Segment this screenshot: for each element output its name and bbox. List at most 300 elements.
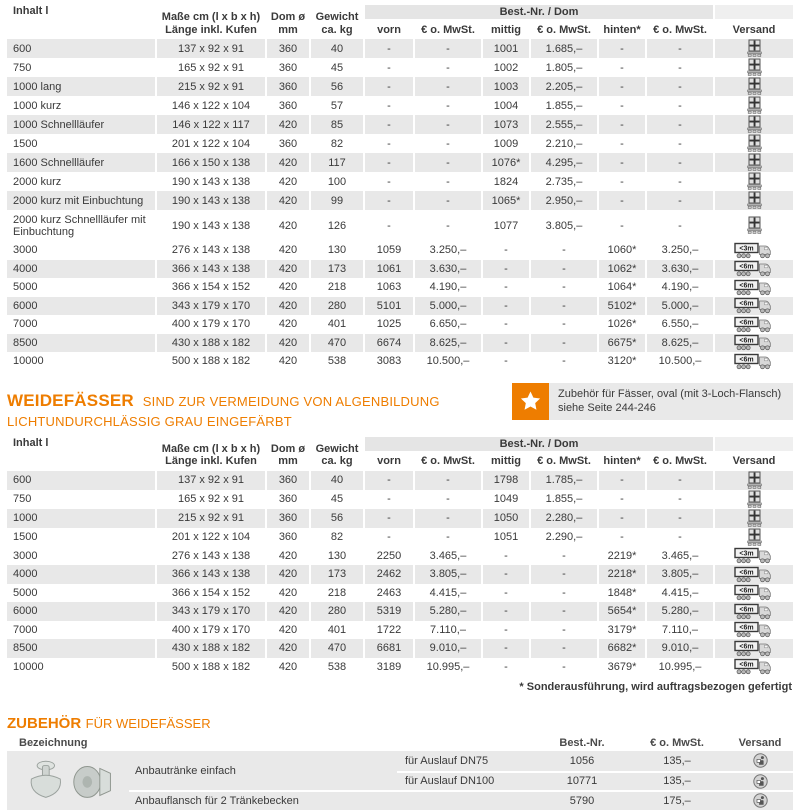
truck-under-6m-icon xyxy=(715,297,793,316)
cell-bestnr-vorn: - xyxy=(365,172,413,191)
cell-preis-hinten: - xyxy=(647,96,713,115)
cell-bestnr-vorn: 3083 xyxy=(365,352,413,371)
col-header-hinten-label: hinten* xyxy=(603,23,641,36)
cell-gewicht: 117 xyxy=(311,153,363,172)
table-row xyxy=(7,297,793,316)
cell-inhalt: 8500 xyxy=(7,639,155,658)
svg-text:<6m: <6m xyxy=(739,624,754,632)
pallet-package-icon xyxy=(715,172,793,191)
cell-preis-vorn: - xyxy=(415,210,481,241)
pallet-package-icon xyxy=(715,528,793,547)
cell-preis-vorn: 7.110,– xyxy=(415,621,481,640)
cell-preis-vorn: 4.415,– xyxy=(415,584,481,603)
cell-bestnr-vorn: 1063 xyxy=(365,278,413,297)
table-row xyxy=(7,471,793,490)
pallet-package-icon xyxy=(715,471,793,490)
cell-bestnr-vorn: - xyxy=(365,191,413,210)
cell-preis-hinten: - xyxy=(647,210,713,241)
cell-preis-vorn: 3.630,– xyxy=(415,260,481,279)
cell-dom: 360 xyxy=(267,471,309,490)
cell-bestnr-hinten: - xyxy=(599,96,645,115)
cell-bestnr-vorn: - xyxy=(365,77,413,96)
cell-preis-hinten: - xyxy=(647,490,713,509)
cell-masse: 146 x 122 x 104 xyxy=(157,96,265,115)
cell-bestnr-mittig: 1798 xyxy=(483,471,529,490)
cell-preis-mittig: - xyxy=(531,658,597,677)
cell-preis-hinten: - xyxy=(647,191,713,210)
cell-preis-mittig: - xyxy=(531,584,597,603)
table-row xyxy=(7,241,793,260)
cell-preis-hinten: - xyxy=(647,39,713,58)
table-row xyxy=(7,352,793,371)
cell-masse: 201 x 122 x 104 xyxy=(157,528,265,547)
truck-under-3m-icon xyxy=(715,241,793,260)
cell-bestnr-hinten: 2219* xyxy=(599,547,645,566)
weidefaesser-subtitle1: SIND ZUR VERMEIDUNG VON ALGENBILDUNG xyxy=(142,393,440,409)
cell-preis-vorn: 8.625,– xyxy=(415,334,481,353)
cell-bestnr-hinten: - xyxy=(599,134,645,153)
cell-inhalt: 1500 xyxy=(7,134,155,153)
cell-preis-mittig: - xyxy=(531,621,597,640)
cell-preis-mittig: 1.785,– xyxy=(531,471,597,490)
cell-preis-hinten: 7.110,– xyxy=(647,621,713,640)
table-row xyxy=(7,96,793,115)
cell-masse: 190 x 143 x 138 xyxy=(157,210,265,241)
cell-gewicht: 82 xyxy=(311,528,363,547)
variant-bestnr: 1056 xyxy=(569,754,595,767)
cell-bestnr-mittig: 1050 xyxy=(483,509,529,528)
table-row xyxy=(7,153,793,172)
cell-bestnr-vorn: - xyxy=(365,39,413,58)
cell-masse: 137 x 92 x 91 xyxy=(157,39,265,58)
cell-preis-hinten: - xyxy=(647,509,713,528)
cell-bestnr-hinten: 1060* xyxy=(599,241,645,260)
cell-preis-hinten: 5.000,– xyxy=(647,297,713,316)
col-header-gewicht-line1: Gewicht xyxy=(315,11,359,23)
cell-bestnr-mittig: 1065* xyxy=(483,191,529,210)
variant-preis: 135,– xyxy=(663,775,691,788)
truck-under-6m-icon xyxy=(715,658,793,677)
cell-masse: 400 x 179 x 170 xyxy=(157,621,265,640)
cell-bestnr-hinten: - xyxy=(599,490,645,509)
cell-bestnr-hinten: 5654* xyxy=(599,602,645,621)
cell-bestnr-vorn: - xyxy=(365,471,413,490)
cell-bestnr-hinten: 1026* xyxy=(599,315,645,334)
cell-gewicht: 280 xyxy=(311,297,363,316)
col-header-dom-line2: mm xyxy=(278,23,298,36)
cell-inhalt: 1000 Schnellläufer xyxy=(7,115,155,134)
cell-bestnr-vorn: 5319 xyxy=(365,602,413,621)
cell-gewicht: 57 xyxy=(311,96,363,115)
cell-preis-vorn: 3.805,– xyxy=(415,565,481,584)
col-header-masse-line2: Länge inkl. Kufen xyxy=(165,23,257,36)
cell-gewicht: 401 xyxy=(311,315,363,334)
svg-text:<6m: <6m xyxy=(739,319,754,327)
truck-under-6m-icon xyxy=(715,602,793,621)
cell-gewicht: 56 xyxy=(311,77,363,96)
variant-label: für Auslauf DN100 xyxy=(405,775,495,788)
cell-bestnr-mittig: 1051 xyxy=(483,528,529,547)
cell-masse: 215 x 92 x 91 xyxy=(157,509,265,528)
table-row xyxy=(7,658,793,677)
cell-preis-hinten: 3.465,– xyxy=(647,547,713,566)
cell-bestnr-hinten: 5102* xyxy=(599,297,645,316)
cell-preis-hinten: 4.190,– xyxy=(647,278,713,297)
col-header-versand-label: Versand xyxy=(732,455,776,467)
cell-masse: 276 x 143 x 138 xyxy=(157,241,265,260)
product-photo xyxy=(7,751,129,810)
cell-bestnr-mittig: 1824 xyxy=(483,172,529,191)
cell-preis-vorn: - xyxy=(415,77,481,96)
star-note-text xyxy=(549,383,793,420)
weidefaesser-heading-line1 xyxy=(7,391,440,411)
cell-preis-hinten: 3.630,– xyxy=(647,260,713,279)
cell-gewicht: 85 xyxy=(311,115,363,134)
cell-bestnr-mittig: 1076* xyxy=(483,153,529,172)
cell-preis-vorn: 9.010,– xyxy=(415,639,481,658)
col-header-dom-line1: Dom ø xyxy=(270,442,306,455)
cell-masse: 215 x 92 x 91 xyxy=(157,77,265,96)
col-header-mwst1-label: € o. MwSt. xyxy=(421,455,475,467)
cell-dom: 420 xyxy=(267,639,309,658)
cell-preis-hinten: 6.550,– xyxy=(647,315,713,334)
col-header-hinten-label: hinten* xyxy=(603,455,641,467)
svg-text:<6m: <6m xyxy=(739,569,754,577)
weidefaesser-heading xyxy=(7,383,440,429)
cell-masse: 500 x 188 x 182 xyxy=(157,352,265,371)
truck-under-6m-icon xyxy=(715,639,793,658)
cell-dom: 420 xyxy=(267,334,309,353)
cell-bestnr-hinten: 6675* xyxy=(599,334,645,353)
versand-band xyxy=(715,5,793,19)
cell-inhalt: 7000 xyxy=(7,315,155,334)
cell-dom: 420 xyxy=(267,352,309,371)
cell-gewicht: 56 xyxy=(311,509,363,528)
cell-preis-vorn: - xyxy=(415,471,481,490)
svg-text:<6m: <6m xyxy=(739,263,754,271)
cell-bestnr-mittig: 1003 xyxy=(483,77,529,96)
cell-gewicht: 173 xyxy=(311,565,363,584)
pallet-package-icon xyxy=(715,509,793,528)
cell-preis-mittig: 3.805,– xyxy=(531,210,597,241)
cell-dom: 360 xyxy=(267,96,309,115)
cell-preis-hinten: 10.500,– xyxy=(647,352,713,371)
cell-inhalt: 5000 xyxy=(7,584,155,603)
cell-preis-mittig: - xyxy=(531,315,597,334)
cell-preis-hinten: - xyxy=(647,172,713,191)
cell-preis-vorn: - xyxy=(415,509,481,528)
pallet-package-icon xyxy=(715,115,793,134)
cell-dom: 420 xyxy=(267,602,309,621)
table-row xyxy=(7,565,793,584)
table-row xyxy=(7,584,793,603)
table-row xyxy=(7,621,793,640)
col-header-inhalt-label: Inhalt l xyxy=(13,5,49,17)
cell-masse: 366 x 143 x 138 xyxy=(157,565,265,584)
cell-bestnr-hinten: - xyxy=(599,58,645,77)
cell-bestnr-mittig: - xyxy=(483,621,529,640)
cell-bestnr-hinten: - xyxy=(599,471,645,490)
cell-gewicht: 538 xyxy=(311,658,363,677)
cell-dom: 360 xyxy=(267,39,309,58)
cell-inhalt: 600 xyxy=(7,39,155,58)
table2-header xyxy=(7,437,793,470)
truck-under-6m-icon xyxy=(715,260,793,279)
table-row xyxy=(7,134,793,153)
col-header-mwst3-label: € o. MwSt. xyxy=(653,455,707,467)
truck-under-6m-icon xyxy=(715,621,793,640)
acc-col-mwst: € o. MwSt. xyxy=(650,737,704,749)
cell-inhalt: 8500 xyxy=(7,334,155,353)
cell-gewicht: 130 xyxy=(311,241,363,260)
pallet-package-icon xyxy=(715,134,793,153)
accessory-name: Anbauflansch für 2 Tränkebecken xyxy=(135,794,299,807)
cell-preis-vorn: - xyxy=(415,528,481,547)
cell-bestnr-vorn: - xyxy=(365,509,413,528)
cell-bestnr-vorn: - xyxy=(365,58,413,77)
cell-preis-mittig: 1.685,– xyxy=(531,39,597,58)
cell-masse: 190 x 143 x 138 xyxy=(157,191,265,210)
pallet-package-icon xyxy=(715,210,793,241)
cell-preis-mittig: - xyxy=(531,297,597,316)
cell-bestnr-hinten: 1062* xyxy=(599,260,645,279)
bestnr-dom-band: Best.-Nr. / Dom xyxy=(365,437,713,451)
accessory-preis: 175,– xyxy=(663,794,691,807)
cell-preis-mittig: - xyxy=(531,278,597,297)
cell-gewicht: 45 xyxy=(311,58,363,77)
table-row xyxy=(7,490,793,509)
cell-bestnr-hinten: - xyxy=(599,39,645,58)
cell-masse: 276 x 143 x 138 xyxy=(157,547,265,566)
cell-preis-hinten: - xyxy=(647,58,713,77)
cell-preis-mittig: - xyxy=(531,565,597,584)
cell-bestnr-hinten: - xyxy=(599,191,645,210)
cell-preis-mittig: 1.805,– xyxy=(531,58,597,77)
cell-dom: 360 xyxy=(267,528,309,547)
accessory-variants xyxy=(397,751,793,790)
zubehoer-section xyxy=(7,715,793,810)
cell-bestnr-mittig: - xyxy=(483,602,529,621)
cell-bestnr-mittig: 1001 xyxy=(483,39,529,58)
cell-bestnr-vorn: 6674 xyxy=(365,334,413,353)
cell-dom: 360 xyxy=(267,509,309,528)
accessories-rows xyxy=(129,751,793,810)
cell-inhalt: 4000 xyxy=(7,565,155,584)
svg-text:<3m: <3m xyxy=(739,550,754,558)
pallet-package-icon xyxy=(715,77,793,96)
parcel-service-icon xyxy=(727,774,793,789)
col-header-inhalt-label: Inhalt l xyxy=(13,436,49,449)
cell-dom: 360 xyxy=(267,134,309,153)
cell-inhalt: 1000 lang xyxy=(7,77,155,96)
cell-masse: 400 x 179 x 170 xyxy=(157,315,265,334)
cell-bestnr-mittig: - xyxy=(483,639,529,658)
star-note-box xyxy=(512,383,793,420)
cell-preis-hinten: 3.250,– xyxy=(647,241,713,260)
cell-masse: 366 x 143 x 138 xyxy=(157,260,265,279)
cell-bestnr-mittig: - xyxy=(483,315,529,334)
cell-gewicht: 470 xyxy=(311,639,363,658)
cell-bestnr-vorn: 2250 xyxy=(365,547,413,566)
weidefaesser-section-header xyxy=(7,383,793,429)
pallet-package-icon xyxy=(715,39,793,58)
cell-gewicht: 40 xyxy=(311,39,363,58)
col-header-masse xyxy=(157,437,265,470)
col-header-gewicht-line1: Gewicht xyxy=(315,442,359,455)
acc-col-bestnr: Best.-Nr. xyxy=(559,737,605,749)
cell-dom: 420 xyxy=(267,260,309,279)
cell-bestnr-vorn: 1061 xyxy=(365,260,413,279)
cell-preis-vorn: 3.250,– xyxy=(415,241,481,260)
cell-masse: 201 x 122 x 104 xyxy=(157,134,265,153)
pallet-package-icon xyxy=(715,490,793,509)
col-header-gewicht xyxy=(311,5,363,38)
cell-dom: 420 xyxy=(267,115,309,134)
cell-preis-vorn: - xyxy=(415,134,481,153)
cell-preis-mittig: - xyxy=(531,334,597,353)
svg-text:<6m: <6m xyxy=(739,337,754,345)
cell-masse: 343 x 179 x 170 xyxy=(157,602,265,621)
cell-gewicht: 100 xyxy=(311,172,363,191)
cell-inhalt: 2000 kurz Schnellläufer mit Einbuchtung xyxy=(7,210,155,241)
cell-bestnr-hinten: 1848* xyxy=(599,584,645,603)
col-header-mittig-label: mittig xyxy=(491,23,521,36)
cell-gewicht: 82 xyxy=(311,134,363,153)
cell-bestnr-vorn: 2462 xyxy=(365,565,413,584)
pallet-package-icon xyxy=(715,191,793,210)
accessory-variant-row xyxy=(397,771,793,791)
acc-col-versand: Versand xyxy=(738,737,782,749)
cell-preis-hinten: - xyxy=(647,153,713,172)
cell-preis-mittig: 2.735,– xyxy=(531,172,597,191)
cell-bestnr-vorn: - xyxy=(365,153,413,172)
versand-band xyxy=(715,437,793,451)
cell-gewicht: 173 xyxy=(311,260,363,279)
accessory-row-anbautraenke xyxy=(129,751,793,790)
cell-inhalt: 10000 xyxy=(7,658,155,677)
cell-bestnr-hinten: 6682* xyxy=(599,639,645,658)
cell-bestnr-mittig: - xyxy=(483,565,529,584)
cell-preis-mittig: - xyxy=(531,547,597,566)
cell-bestnr-vorn: - xyxy=(365,134,413,153)
table-row xyxy=(7,115,793,134)
table-row xyxy=(7,77,793,96)
pallet-package-icon xyxy=(715,153,793,172)
cell-masse: 146 x 122 x 117 xyxy=(157,115,265,134)
svg-text:<6m: <6m xyxy=(739,282,754,290)
cell-preis-hinten: - xyxy=(647,134,713,153)
cell-preis-vorn: - xyxy=(415,39,481,58)
col-header-versand-label: Versand xyxy=(732,23,776,36)
cell-bestnr-vorn: 1722 xyxy=(365,621,413,640)
table-row xyxy=(7,172,793,191)
cell-inhalt: 2000 kurz mit Einbuchtung xyxy=(7,191,155,210)
cell-bestnr-mittig: 1002 xyxy=(483,58,529,77)
cell-bestnr-hinten: - xyxy=(599,210,645,241)
col-header-vorn-label: vorn xyxy=(377,455,401,467)
cell-inhalt: 3000 xyxy=(7,241,155,260)
table-row xyxy=(7,58,793,77)
cell-bestnr-hinten: 3120* xyxy=(599,352,645,371)
cell-masse: 500 x 188 x 182 xyxy=(157,658,265,677)
cell-dom: 360 xyxy=(267,77,309,96)
zubehoer-heading xyxy=(7,715,793,733)
cell-dom: 420 xyxy=(267,621,309,640)
cell-inhalt: 750 xyxy=(7,490,155,509)
cell-bestnr-vorn: 6681 xyxy=(365,639,413,658)
cell-preis-vorn: - xyxy=(415,96,481,115)
col-header-dom-line2: mm xyxy=(278,455,298,467)
pallet-package-icon xyxy=(715,58,793,77)
cell-preis-hinten: 4.415,– xyxy=(647,584,713,603)
cell-bestnr-mittig: 1004 xyxy=(483,96,529,115)
cell-masse: 430 x 188 x 182 xyxy=(157,334,265,353)
cell-inhalt: 6000 xyxy=(7,297,155,316)
cell-preis-hinten: 5.280,– xyxy=(647,602,713,621)
cell-masse: 166 x 150 x 138 xyxy=(157,153,265,172)
table2-body xyxy=(7,471,793,677)
cell-bestnr-vorn: - xyxy=(365,490,413,509)
cell-inhalt: 750 xyxy=(7,58,155,77)
cell-bestnr-vorn: 1025 xyxy=(365,315,413,334)
star-icon xyxy=(512,383,549,420)
zubehoer-title: ZUBEHÖR xyxy=(7,715,82,732)
cell-bestnr-hinten: - xyxy=(599,153,645,172)
cell-preis-mittig: - xyxy=(531,639,597,658)
cell-bestnr-mittig: - xyxy=(483,584,529,603)
cell-gewicht: 218 xyxy=(311,584,363,603)
cell-inhalt: 2000 kurz xyxy=(7,172,155,191)
svg-text:<6m: <6m xyxy=(739,661,754,669)
col-header-gewicht xyxy=(311,437,363,470)
col-header-masse-line2: Länge inkl. Kufen xyxy=(165,455,257,467)
svg-text:<6m: <6m xyxy=(739,587,754,595)
cell-preis-mittig: 2.205,– xyxy=(531,77,597,96)
col-header-mittig-label: mittig xyxy=(491,455,521,467)
pallet-package-icon xyxy=(715,96,793,115)
cell-masse: 137 x 92 x 91 xyxy=(157,471,265,490)
cell-dom: 420 xyxy=(267,210,309,241)
cell-preis-mittig: 2.950,– xyxy=(531,191,597,210)
cell-inhalt: 1500 xyxy=(7,528,155,547)
accessories-header xyxy=(7,733,793,751)
table1-header xyxy=(7,5,793,38)
col-header-mwst1-label: € o. MwSt. xyxy=(421,23,475,36)
cell-preis-hinten: - xyxy=(647,115,713,134)
cell-bestnr-mittig: 1009 xyxy=(483,134,529,153)
cell-inhalt: 600 xyxy=(7,471,155,490)
cell-inhalt: 1000 xyxy=(7,509,155,528)
cell-dom: 420 xyxy=(267,547,309,566)
col-header-mwst2-label: € o. MwSt. xyxy=(537,455,591,467)
col-header-mwst3-label: € o. MwSt. xyxy=(653,23,707,36)
cell-preis-vorn: 6.650,– xyxy=(415,315,481,334)
zubehoer-subtitle: FÜR WEIDEFÄSSER xyxy=(85,716,211,731)
variant-label: für Auslauf DN75 xyxy=(405,754,489,767)
parcel-service-icon xyxy=(727,753,793,768)
accessory-name: Anbautränke einfach xyxy=(135,764,236,777)
cell-masse: 190 x 143 x 138 xyxy=(157,172,265,191)
parcel-service-icon xyxy=(727,793,793,808)
cell-gewicht: 45 xyxy=(311,490,363,509)
cell-masse: 366 x 154 x 152 xyxy=(157,278,265,297)
col-header-vorn-label: vorn xyxy=(377,23,401,36)
cell-preis-vorn: 10.995,– xyxy=(415,658,481,677)
cell-preis-mittig: 4.295,– xyxy=(531,153,597,172)
cell-preis-vorn: - xyxy=(415,172,481,191)
truck-under-6m-icon xyxy=(715,565,793,584)
cell-bestnr-vorn: 2463 xyxy=(365,584,413,603)
